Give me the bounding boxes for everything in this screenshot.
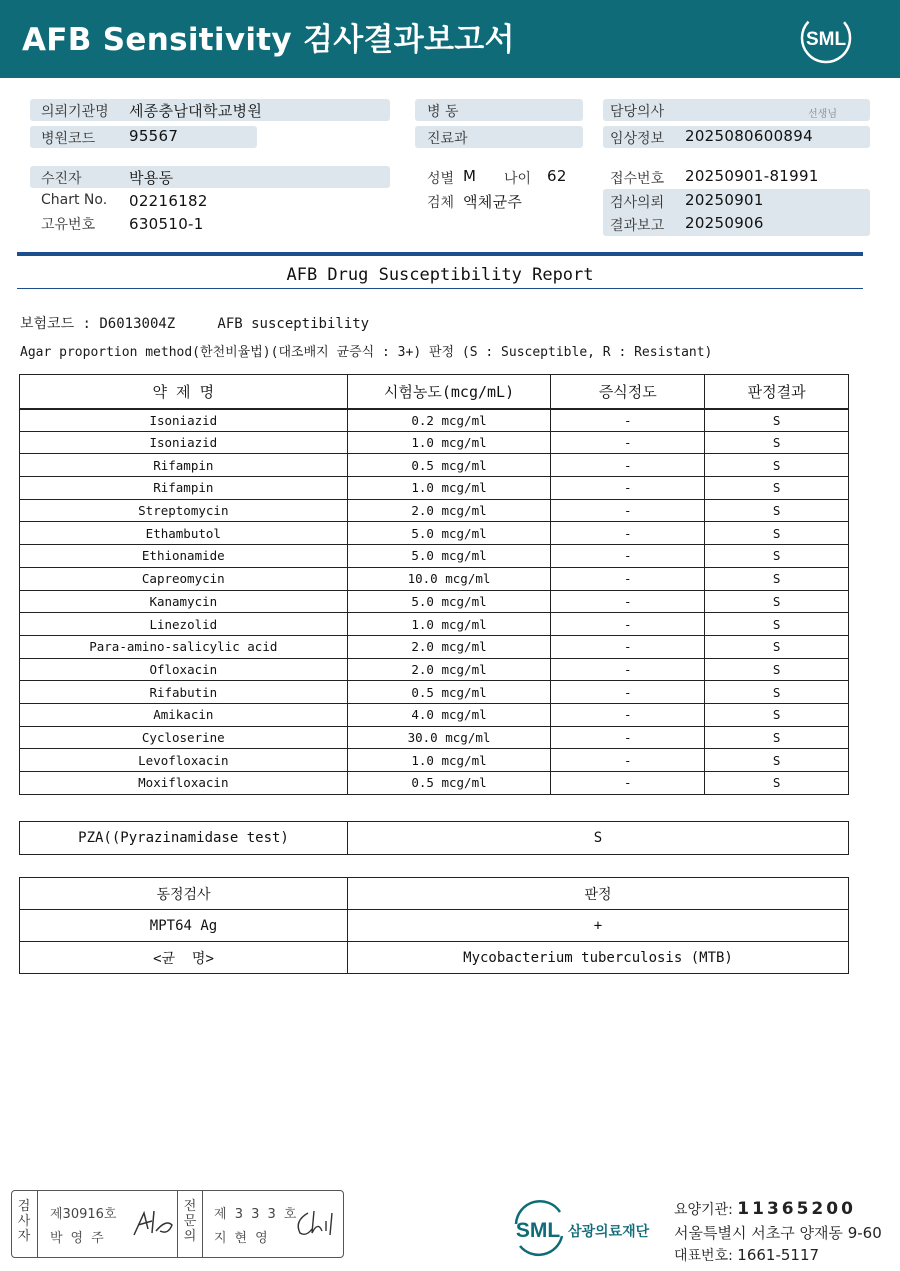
drug-growth: - bbox=[551, 635, 705, 658]
drug-result: S bbox=[705, 567, 849, 590]
table-row bbox=[20, 910, 849, 942]
phone-line bbox=[674, 1245, 819, 1265]
drug-name: Amikacin bbox=[20, 703, 348, 726]
drug-growth: - bbox=[551, 522, 705, 545]
drug-concentration: 1.0 mcg/ml bbox=[347, 477, 551, 500]
report-header-title: AFB Sensitivity 검사결과보고서 bbox=[22, 22, 515, 58]
drug-name: Moxifloxacin bbox=[20, 772, 348, 795]
drug-name: Rifampin bbox=[20, 454, 348, 477]
table-row bbox=[20, 772, 849, 795]
table-header-row bbox=[20, 878, 849, 910]
doctor-label: 담당의사 bbox=[610, 104, 665, 120]
header-concentration: 시험농도(mcg/mL) bbox=[347, 375, 551, 409]
phone-label: 대표번호: bbox=[674, 1248, 733, 1264]
address: 서울특별시 서초구 양재동 9-60 bbox=[674, 1224, 882, 1242]
drug-result: S bbox=[705, 749, 849, 772]
pza-label: PZA((Pyrazinamidase test) bbox=[20, 822, 348, 855]
drug-name: Capreomycin bbox=[20, 567, 348, 590]
patient-value: 박용동 bbox=[129, 169, 174, 187]
table-row bbox=[20, 477, 849, 500]
divider-thick bbox=[17, 252, 863, 256]
drug-growth: - bbox=[551, 658, 705, 681]
pza-table bbox=[19, 821, 849, 855]
examiner-name: 박영주 bbox=[50, 1231, 112, 1246]
drug-result: S bbox=[705, 772, 849, 795]
org-name: 삼광의료재단 bbox=[568, 1224, 650, 1240]
drug-name: Linezolid bbox=[20, 613, 348, 636]
drug-concentration: 1.0 mcg/ml bbox=[347, 431, 551, 454]
drug-result: S bbox=[705, 703, 849, 726]
specialist-label: 전문의 bbox=[183, 1199, 197, 1244]
sml-foundation-logo-text: SML bbox=[515, 1219, 561, 1242]
patient-field bbox=[30, 166, 390, 188]
table-row bbox=[20, 613, 849, 636]
ward-label: 병 동 bbox=[427, 104, 459, 120]
table-row bbox=[20, 454, 849, 477]
id-header-test: 동정검사 bbox=[20, 878, 348, 910]
drug-concentration: 5.0 mcg/ml bbox=[347, 590, 551, 613]
drug-result: S bbox=[705, 726, 849, 749]
sml-logo-text: SML bbox=[805, 29, 847, 50]
sex-value: M bbox=[463, 167, 477, 185]
table-row bbox=[20, 635, 849, 658]
drug-concentration: 2.0 mcg/ml bbox=[347, 499, 551, 522]
hospital-code-value: 95567 bbox=[129, 127, 179, 145]
organism-label: <균 명> bbox=[20, 942, 348, 974]
drug-growth: - bbox=[551, 613, 705, 636]
drug-name: Ofloxacin bbox=[20, 658, 348, 681]
drug-growth: - bbox=[551, 545, 705, 568]
specimen-value: 액체균주 bbox=[463, 193, 523, 211]
drug-result: S bbox=[705, 409, 849, 432]
table-row bbox=[20, 545, 849, 568]
drug-result: S bbox=[705, 681, 849, 704]
pza-value: S bbox=[348, 822, 849, 855]
drug-concentration: 1.0 mcg/ml bbox=[347, 613, 551, 636]
drug-result: S bbox=[705, 499, 849, 522]
chart-no-label: Chart No. bbox=[41, 192, 108, 208]
drug-concentration: 5.0 mcg/ml bbox=[347, 545, 551, 568]
care-number: 11365200 bbox=[737, 1199, 856, 1219]
drug-name: Rifabutin bbox=[20, 681, 348, 704]
drug-name: Kanamycin bbox=[20, 590, 348, 613]
care-institution-line bbox=[674, 1199, 856, 1219]
receipt-value: 20250901-81991 bbox=[685, 167, 819, 185]
phone-value: 1661-5117 bbox=[737, 1246, 820, 1264]
drug-name: Isoniazid bbox=[20, 431, 348, 454]
receipt-label: 접수번호 bbox=[610, 171, 665, 187]
drug-growth: - bbox=[551, 681, 705, 704]
chart-no-value: 02216182 bbox=[129, 192, 208, 210]
hospital-code-label: 병원코드 bbox=[41, 131, 96, 147]
organism-value: Mycobacterium tuberculosis (MTB) bbox=[348, 942, 849, 974]
drug-result: S bbox=[705, 635, 849, 658]
examiner-label: 검사자 bbox=[17, 1199, 31, 1244]
examiner-signature bbox=[130, 1205, 180, 1241]
unique-no-value: 630510-1 bbox=[129, 215, 204, 233]
institution-label: 의뢰기관명 bbox=[41, 104, 109, 120]
drug-growth: - bbox=[551, 409, 705, 432]
table-row bbox=[20, 499, 849, 522]
drug-result: S bbox=[705, 545, 849, 568]
drug-name: Ethambutol bbox=[20, 522, 348, 545]
drug-name: Isoniazid bbox=[20, 409, 348, 432]
drug-concentration: 0.5 mcg/ml bbox=[347, 454, 551, 477]
header-growth: 증식정도 bbox=[551, 375, 705, 409]
drug-concentration: 10.0 mcg/ml bbox=[347, 567, 551, 590]
drug-concentration: 2.0 mcg/ml bbox=[347, 635, 551, 658]
patient-label: 수진자 bbox=[41, 171, 82, 187]
examiner-no: 제30916호 bbox=[50, 1207, 117, 1222]
method-line: Agar proportion method(한천비율법)(대조배지 균증식 : 3+) 판정 (S : Susceptible, R : Resistant) bbox=[20, 345, 713, 360]
drug-name: Rifampin bbox=[20, 477, 348, 500]
drug-concentration: 4.0 mcg/ml bbox=[347, 703, 551, 726]
drug-result: S bbox=[705, 522, 849, 545]
drug-concentration: 2.0 mcg/ml bbox=[347, 658, 551, 681]
table-row bbox=[20, 681, 849, 704]
drug-name: Para-amino-salicylic acid bbox=[20, 635, 348, 658]
table-row bbox=[20, 590, 849, 613]
signature-box bbox=[11, 1190, 344, 1258]
sig-divider bbox=[177, 1191, 178, 1257]
table-row bbox=[20, 409, 849, 432]
header-result: 판정결과 bbox=[705, 375, 849, 409]
dept-label: 진료과 bbox=[427, 131, 468, 147]
specialist-no: 제 3 3 3 호 bbox=[214, 1207, 299, 1222]
drug-concentration: 5.0 mcg/ml bbox=[347, 522, 551, 545]
institution-value: 세종충남대학교병원 bbox=[129, 102, 263, 120]
age-value: 62 bbox=[547, 167, 567, 185]
header-drug: 약 제 명 bbox=[20, 375, 348, 409]
drug-result: S bbox=[705, 431, 849, 454]
report-date-label: 결과보고 bbox=[610, 218, 665, 234]
doctor-suffix: 선생님 bbox=[808, 109, 837, 120]
drug-concentration: 30.0 mcg/ml bbox=[347, 726, 551, 749]
table-row bbox=[20, 942, 849, 974]
identification-table bbox=[19, 877, 849, 974]
age-label: 나이 bbox=[504, 171, 532, 187]
id-test-name: MPT64 Ag bbox=[20, 910, 348, 942]
drug-concentration: 0.2 mcg/ml bbox=[347, 409, 551, 432]
drug-result: S bbox=[705, 454, 849, 477]
sex-label: 성별 bbox=[427, 171, 455, 187]
drug-name: Cycloserine bbox=[20, 726, 348, 749]
drug-result: S bbox=[705, 477, 849, 500]
id-header-result: 판정 bbox=[348, 878, 849, 910]
table-row bbox=[20, 567, 849, 590]
insurance-code-line: 보험코드 : D6013004Z AFB susceptibility bbox=[20, 316, 370, 332]
drug-concentration: 0.5 mcg/ml bbox=[347, 772, 551, 795]
drug-table-body bbox=[20, 409, 849, 795]
request-value: 20250901 bbox=[685, 191, 764, 209]
table-row bbox=[20, 522, 849, 545]
drug-result: S bbox=[705, 658, 849, 681]
table-row bbox=[20, 658, 849, 681]
drug-growth: - bbox=[551, 772, 705, 795]
unique-no-label: 고유번호 bbox=[41, 217, 96, 233]
drug-growth: - bbox=[551, 726, 705, 749]
table-row bbox=[20, 726, 849, 749]
clinical-value: 2025080600894 bbox=[685, 127, 813, 145]
sig-divider bbox=[202, 1191, 203, 1257]
drug-name: Streptomycin bbox=[20, 499, 348, 522]
specialist-signature bbox=[292, 1207, 338, 1241]
drug-growth: - bbox=[551, 499, 705, 522]
table-row bbox=[20, 703, 849, 726]
drug-growth: - bbox=[551, 703, 705, 726]
sml-logo bbox=[800, 12, 852, 64]
drug-concentration: 0.5 mcg/ml bbox=[347, 681, 551, 704]
table-row bbox=[20, 749, 849, 772]
drug-growth: - bbox=[551, 431, 705, 454]
drug-concentration: 1.0 mcg/ml bbox=[347, 749, 551, 772]
care-label: 요양기관: bbox=[674, 1202, 733, 1218]
drug-name: Ethionamide bbox=[20, 545, 348, 568]
drug-growth: - bbox=[551, 749, 705, 772]
drug-result: S bbox=[705, 590, 849, 613]
drug-growth: - bbox=[551, 454, 705, 477]
clinical-label: 임상정보 bbox=[610, 131, 665, 147]
report-date-value: 20250906 bbox=[685, 214, 764, 232]
sml-foundation-logo bbox=[510, 1198, 670, 1258]
header-bar bbox=[0, 0, 900, 78]
divider-thin bbox=[17, 288, 863, 289]
table-row bbox=[20, 822, 849, 855]
specialist-name: 지현영 bbox=[214, 1231, 276, 1246]
table-header-row bbox=[20, 375, 849, 409]
drug-growth: - bbox=[551, 477, 705, 500]
drug-susceptibility-table bbox=[19, 374, 849, 795]
id-test-result: + bbox=[348, 910, 849, 942]
drug-name: Levofloxacin bbox=[20, 749, 348, 772]
drug-result: S bbox=[705, 613, 849, 636]
table-row bbox=[20, 431, 849, 454]
drug-growth: - bbox=[551, 590, 705, 613]
request-label: 검사의뢰 bbox=[610, 195, 665, 211]
report-title: AFB Drug Susceptibility Report bbox=[286, 265, 594, 285]
sig-divider bbox=[37, 1191, 38, 1257]
drug-growth: - bbox=[551, 567, 705, 590]
specimen-label: 검체 bbox=[427, 195, 455, 211]
